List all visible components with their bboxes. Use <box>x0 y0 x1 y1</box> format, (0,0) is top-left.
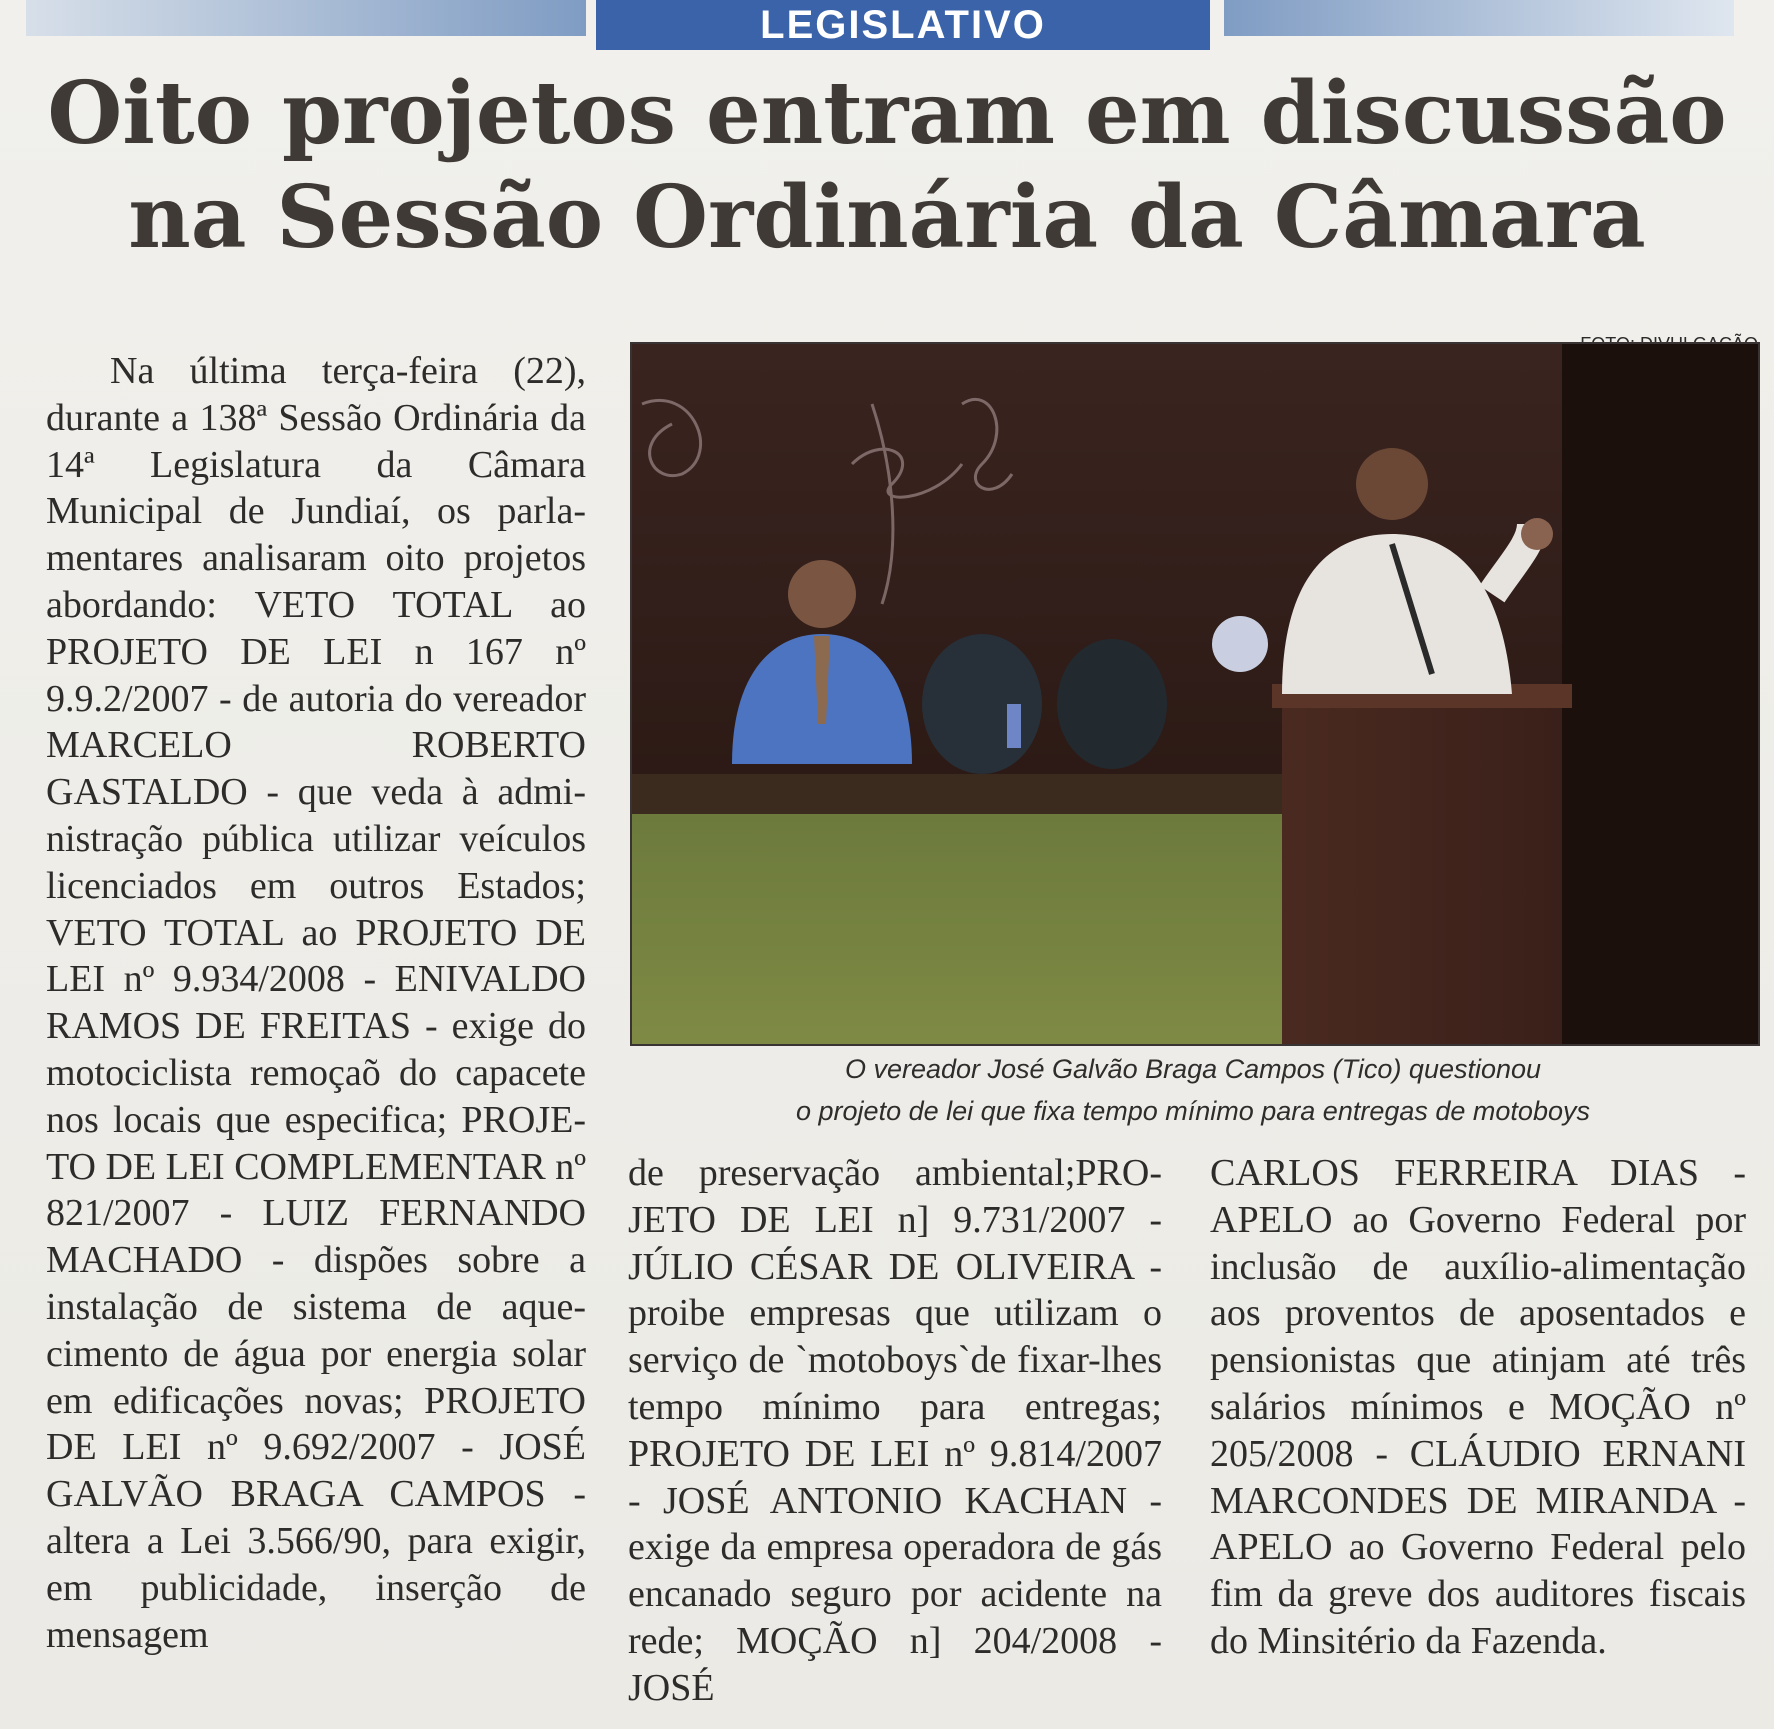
column-2-text: de preservação ambiental;PROJETO DE LEI n] 9.731/2007 - JÚLIO CÉSAR DE OLIVEIRA - proibe empresas que utilizam o serviço de `motoboys`de fixar-lhes tempo mínimo para entregas; PROJETO DE LEI nº 9.814/2007 - JOSÉ ANTONIO KACHAN - exige da empresa operadora de gás encanado seguro por acidente na rede; MOÇÃO n] 204/2008 - JOSÉ <box>628 1152 1162 1709</box>
council-session-photo <box>632 344 1758 1044</box>
article-column-3 <box>1210 1150 1746 1665</box>
headline <box>20 62 1754 270</box>
news-photo <box>630 342 1760 1046</box>
column-1-text: Na última terça-feira (22), durante a 138ª Sessão Ordinária da 14ª Legislatura da Câmara Municipal de Jundiaí, os parlamentares analisaram oito projetos abordando: VETO TOTAL ao PROJETO DE LEI n 167 nº 9.9.2/2007 - de autoria do vereador MARCELO ROBERTO GASTALDO - que veda à administração pública utilizar veículos licenciados em outros Estados; VETO TOTAL ao PROJETO DE LEI nº 9.934/2008 - ENIVALDO RAMOS DE FREITAS - exige do motociclista remoçaõ do capacete nos locais que especifica; PROJETO DE LEI COMPLEMENTAR nº 821/2007 - LUIZ FERNANDO MACHADO - dispões sobre a instalação de sistema de aquecimento de água por energia solar em edificações novas; PROJETO DE LEI nº 9.692/2007 - JOSÉ GALVÃO BRAGA CAMPOS - altera a Lei 3.566/90, para exigir, em publicidade, inserção de mensagem <box>46 350 587 1656</box>
photo-caption <box>630 1048 1756 1132</box>
section-label: LEGISLATIVO <box>596 0 1210 50</box>
caption-line-1: O vereador José Galvão Braga Campos (Tico) questionou <box>844 1054 1542 1084</box>
headline-line-1: Oito projetos entram em discussão <box>47 63 1727 164</box>
article-column-1 <box>46 348 586 1658</box>
article-column-2 <box>628 1150 1162 1712</box>
caption-line-2: o projeto de lei que fixa tempo mínimo para entregas de motoboys <box>796 1096 1590 1126</box>
headline-line-2: na Sessão Ordinária da Câmara <box>128 167 1646 268</box>
column-3-text: CARLOS FERREIRA DIAS - APELO ao Governo Federal por inclusão de auxílio-alimentação aos proventos de aposentados e pensionistas que atinjam até três salários mínimos e MOÇÃO nº 205/2008 - CLÁUDIO ERNANI MARCONDES DE MIRANDA - APELO ao Governo Federal pelo fim da greve dos auditores fiscais do Minsitério da Fazenda. <box>1210 1152 1746 1662</box>
section-bar-left <box>26 0 586 36</box>
section-bar-right <box>1224 0 1734 36</box>
